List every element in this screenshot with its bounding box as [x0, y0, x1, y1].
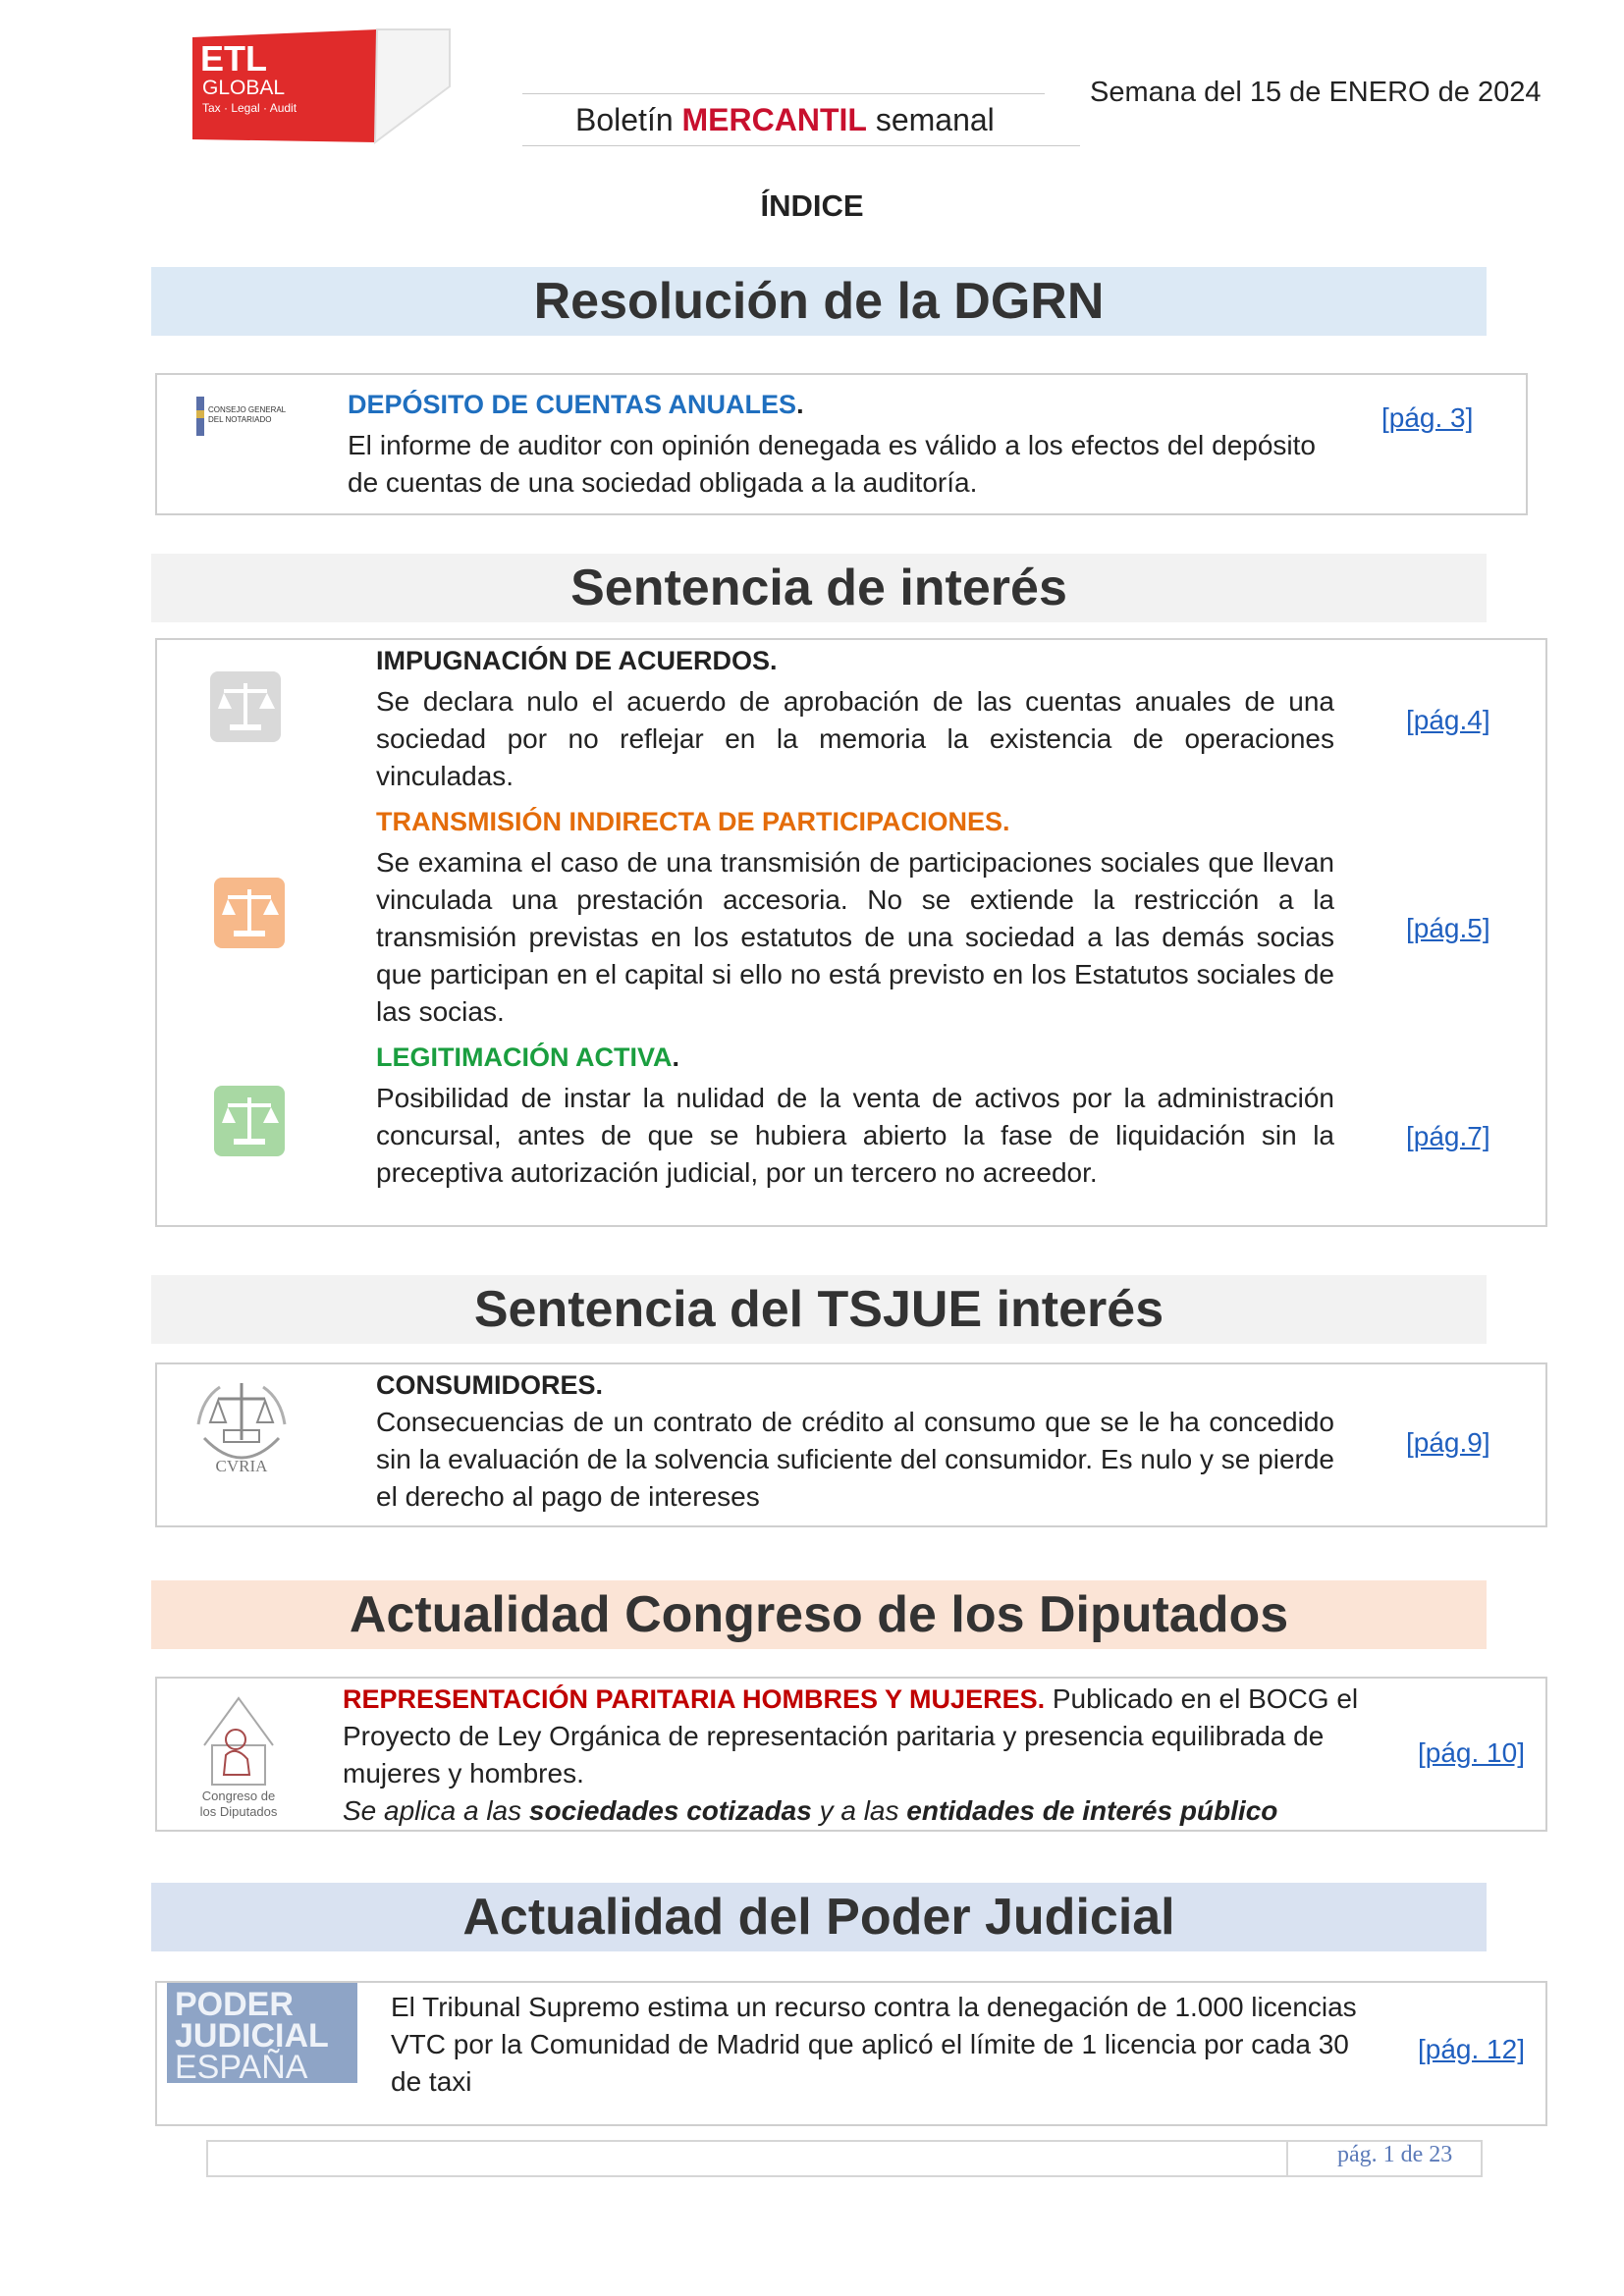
logo-line: PODER: [175, 1986, 294, 2023]
section-title-dgrn: Resolución de la DGRN: [151, 267, 1487, 336]
item-heading: [376, 1039, 1334, 1076]
judicial-item-text: El Tribunal Supremo estima un recurso contra la denegación de 1.000 licencias VTC por la Comunidad de Madrid que aplicó el límite de 1 licencia por cada 30 de taxi: [391, 1992, 1357, 2097]
cvria-logo: [185, 1369, 298, 1487]
week-date: Semana del 15 de ENERO de 2024: [1090, 77, 1542, 108]
page-link-3[interactable]: [pág. 3]: [1381, 402, 1474, 433]
item-heading: REPRESENTACIÓN PARITARIA HOMBRES Y MUJERES.: [343, 1684, 1046, 1714]
page-link-7[interactable]: [pág.7]: [1406, 1121, 1490, 1151]
heading-dot: .: [796, 390, 804, 419]
page-link-9[interactable]: [pág.9]: [1406, 1427, 1490, 1458]
footer-box: [206, 2140, 1483, 2177]
item-note: [343, 1792, 1379, 1830]
section-title-tsjue: Sentencia del TSJUE interés: [151, 1275, 1487, 1344]
cvria-logo-text: CVRIA: [215, 1457, 268, 1475]
notariado-logo: [194, 391, 287, 455]
item-text: Se examina el caso de una transmisión de participaciones sociales que llevan vinculada una prestación accesoria. No se extiende la restricción a la transmisión previstas en los estatutos de una sociedad a las demás socias que participan en el capital si ello no está previsto en los Estatutos sociales de las socias.: [376, 847, 1334, 1027]
logo-line: ESPAÑA: [175, 2049, 308, 2086]
logo-global: GLOBAL: [202, 77, 286, 99]
divider: [522, 145, 1080, 146]
note-text: Se aplica a las: [343, 1795, 529, 1826]
item-heading: IMPUGNACIÓN DE ACUERDOS.: [376, 646, 778, 675]
congreso-logo: [185, 1684, 293, 1822]
footer-divider: [1286, 2142, 1288, 2175]
item-heading: [348, 386, 1316, 423]
bulletin-post: semanal: [866, 102, 995, 137]
scales-green-icon: [210, 1082, 289, 1160]
page-link-12[interactable]: [pág. 12]: [1418, 2034, 1525, 2064]
congreso-item: [343, 1681, 1379, 1830]
item-text: El informe de auditor con opinión denegada es válido a los efectos del depósito de cuentas de una sociedad obligada a la auditoría.: [348, 430, 1316, 498]
bulletin-pre: Boletín: [575, 102, 682, 137]
section-title-congreso: Actualidad Congreso de los Diputados: [151, 1580, 1487, 1649]
page-number: pág. 1 de 23: [1337, 2142, 1453, 2167]
notariado-logo-text1: CONSEJO GENERAL: [208, 405, 287, 414]
dgrn-item: [348, 386, 1316, 502]
logo-line: JUDICIAL: [175, 2017, 329, 2055]
section-title-judicial: Actualidad del Poder Judicial: [151, 1883, 1487, 1951]
poder-judicial-logo-text: [167, 1983, 357, 2086]
item-text: Consecuencias de un contrato de crédito al consumo que se le ha concedido sin la evaluación de la solvencia suficiente del consumidor. Es nulo y se pierde el derecho al pago de intereses: [376, 1407, 1334, 1512]
note-text: y a las: [811, 1795, 907, 1826]
logo-tagline: Tax · Legal · Audit: [202, 101, 298, 115]
heading-dot: .: [672, 1042, 679, 1072]
scales-orange-icon: [210, 874, 289, 952]
etl-global-logo: [192, 29, 454, 147]
sentencia-list: [376, 642, 1334, 1192]
item-heading: CONSUMIDORES.: [376, 1370, 604, 1400]
bulletin-bold: MERCANTIL: [681, 102, 867, 137]
note-bold: entidades de interés público: [906, 1795, 1278, 1826]
divider: [522, 93, 1045, 94]
tsjue-item: [376, 1366, 1334, 1516]
section-title-sentencia: Sentencia de interés: [151, 554, 1487, 622]
item-text: [343, 1681, 1379, 1792]
heading-text: LEGITIMACIÓN ACTIVA: [376, 1042, 673, 1072]
item-text: Posibilidad de instar la nulidad de la venta de activos por la administración concursal, antes de que se hubiera abierto la fase de liquidación sin la preceptiva autorización judicial, por un tercero no acreedor.: [376, 1083, 1334, 1188]
congreso-logo-text2: los Diputados: [199, 1804, 278, 1819]
page-link-10[interactable]: [pág. 10]: [1418, 1737, 1525, 1768]
page-link-4[interactable]: [pág.4]: [1406, 705, 1490, 735]
heading-text: DEPÓSITO DE CUENTAS ANUALES: [348, 390, 797, 419]
bulletin-title: [575, 102, 995, 138]
item-text: Se declara nulo el acuerdo de aprobación de las cuentas anuales de una sociedad por no reflejar en la memoria la existencia de operaciones vinculadas.: [376, 686, 1334, 791]
note-bold: sociedades cotizadas: [528, 1795, 812, 1826]
congreso-logo-text1: Congreso de: [201, 1789, 276, 1803]
notariado-logo-text2: DEL NOTARIADO: [208, 415, 272, 424]
item-heading: TRANSMISIÓN INDIRECTA DE PARTICIPACIONES.: [376, 807, 1010, 836]
logo-etl: ETL: [200, 38, 267, 79]
item-body: Publicado en el BOCG el Proyecto de Ley Orgánica de representación paritaria y presencia equilibrada de mujeres y hombres.: [343, 1683, 1359, 1789]
scales-gray-icon: [206, 667, 285, 746]
poder-judicial-logo: [167, 1983, 357, 2086]
index-heading: ÍNDICE: [760, 188, 864, 223]
page-link-5[interactable]: [pág.5]: [1406, 913, 1490, 943]
